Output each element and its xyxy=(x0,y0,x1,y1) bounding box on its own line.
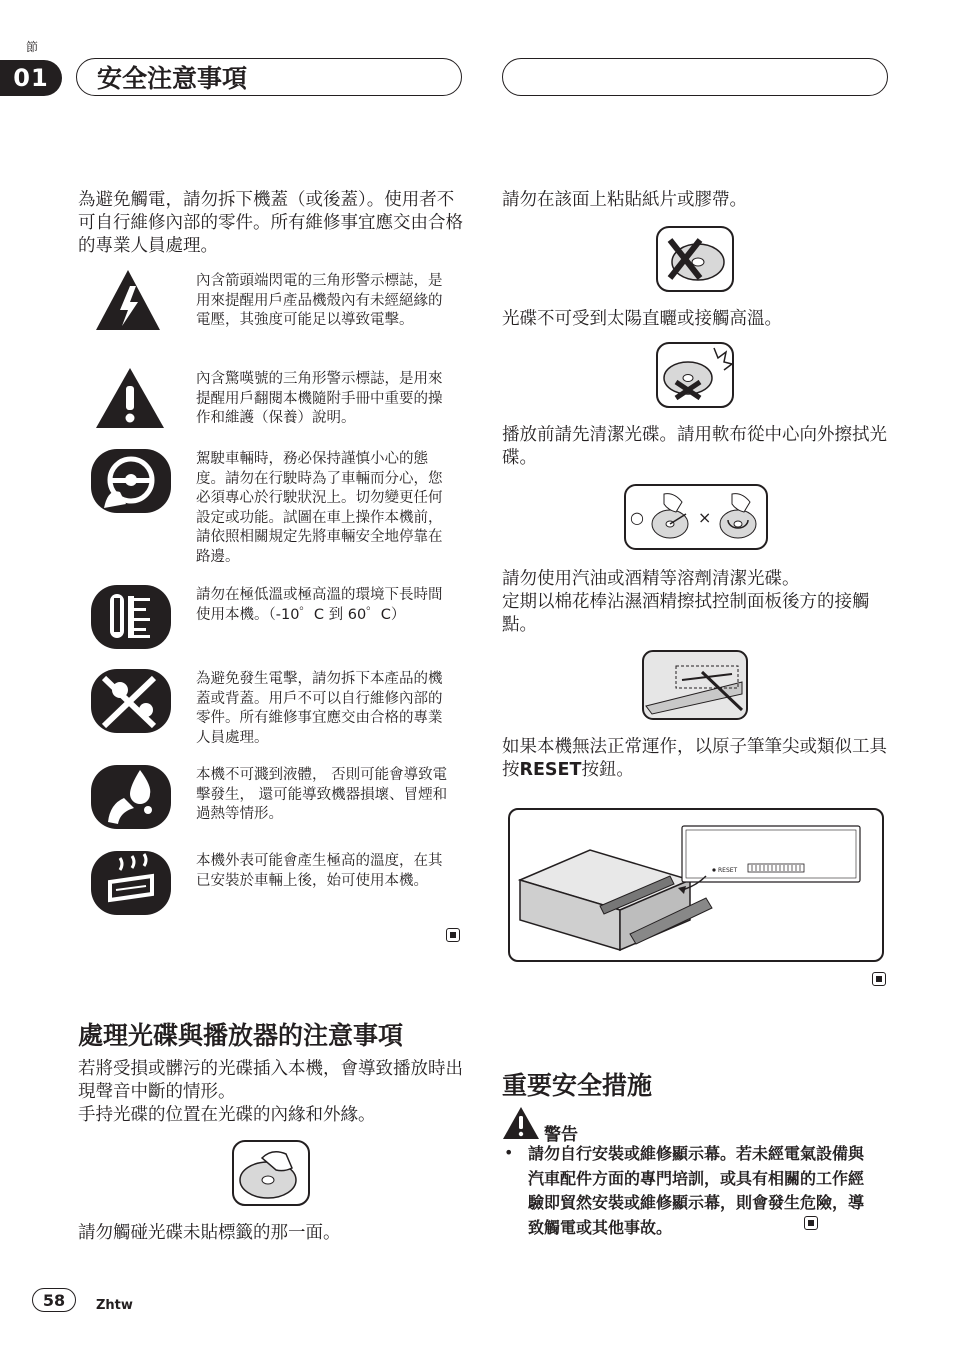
disc-section-heading: 處理光碟與播放器的注意事項 xyxy=(78,1021,404,1050)
lightning-triangle-icon xyxy=(92,268,174,334)
page-number: 58 xyxy=(32,1288,76,1312)
steering-wheel-icon xyxy=(90,448,172,514)
intro-paragraph: 為避免觸電，請勿拆下機蓋（或後蓋）。使用者不可自行維修內部的零件。所有維修事宜應交由合格的專業人員處理。 xyxy=(78,190,463,256)
section-label: 節 xyxy=(26,40,39,54)
clean-correct-mark: ○ xyxy=(630,508,644,527)
hot-surface-icon xyxy=(90,850,172,916)
language-code: Zhtw xyxy=(96,1298,133,1313)
reset-button-label: RESET xyxy=(718,867,738,874)
warning-label: 警告 xyxy=(544,1125,578,1145)
clean-radial-disc-icon xyxy=(650,490,692,546)
disc-para-2: 手持光碟的位置在光碟的內緣和外緣。 xyxy=(78,1105,376,1125)
clean-circular-disc-icon xyxy=(718,490,760,546)
warning-triangle-icon xyxy=(502,1106,540,1144)
disc-holding-icon xyxy=(232,1140,310,1210)
header-empty-pill xyxy=(502,58,888,96)
thermometer-icon xyxy=(90,584,172,650)
warning-text-7: 本機外表可能會產生極高的溫度，在其已安裝於車輛上後，始可使用本機。 xyxy=(196,853,443,889)
warning-text-2: 內含驚嘆號的三角形警示標誌，是用來提醒用戶翻閱本機隨附手冊中重要的操作和維護（保養）說明。 xyxy=(196,371,443,426)
reset-figure xyxy=(508,808,884,962)
warning-text-6: 本機不可濺到液體， 否則可能會導致電擊發生， 還可能導致機器損壞、冒煙和過熱等情形。 xyxy=(196,767,448,822)
exclamation-triangle-icon xyxy=(92,366,174,432)
liquid-drop-icon xyxy=(90,764,172,830)
right-para-1: 請勿在該面上粘貼紙片或膠帶。 xyxy=(502,190,747,210)
end-mark-icon xyxy=(804,1216,818,1230)
no-disassembly-icon xyxy=(90,668,172,734)
warning-text-3: 駕駛車輛時，務必保持謹慎小心的態度。請勿在行駛時為了車輛而分心，您必須專心於行駛狀況上。切勿變更任何設定或功能。試圖在車上操作本機前，請依照相關規定先將車輛安全地停靠在路邊。 xyxy=(196,451,443,565)
safety-heading: 重要安全措施 xyxy=(502,1071,653,1100)
bullet-mark: • xyxy=(504,1143,514,1162)
safety-warning-text: 請勿自行安裝或維修顯示幕。若未經電氣設備與汽車配件方面的專門培訓，或具有相關的工作經驗即貿然安裝或維修顯示幕，則會發生危險，導致觸電或其他事故。 xyxy=(528,1144,865,1237)
right-para-4b: 定期以棉花棒沾濕酒精擦拭控制面板後方的接觸點。 xyxy=(502,592,870,635)
right-para-5-pre: 如果本機無法正常運作，以原子筆筆尖或類似工具按 xyxy=(502,737,887,780)
disc-para-1: 若將受損或髒污的光碟插入本機，會導致播放時出現聲音中斷的情形。 xyxy=(78,1059,463,1102)
right-para-4a: 請勿使用汽油或酒精等溶劑清潔光碟。 xyxy=(502,569,800,589)
end-mark-icon xyxy=(872,972,886,986)
no-sticker-disc-icon xyxy=(656,226,734,296)
contact-cleaning-figure xyxy=(642,650,748,724)
right-para-3: 播放前請先清潔光碟。請用軟布從中心向外擦拭光碟。 xyxy=(502,425,887,468)
disc-para-3: 請勿觸碰光碟未貼標籤的那一面。 xyxy=(78,1223,341,1243)
warning-text-4: 請勿在極低溫或極高溫的環境下長時間使用本機。（-10゜C 到 60゜C） xyxy=(196,587,443,623)
right-para-2: 光碟不可受到太陽直曬或接觸高溫。 xyxy=(502,309,782,329)
reset-keyword: RESET xyxy=(519,760,582,780)
section-number-badge: 01 xyxy=(0,60,62,96)
warning-text-1: 內含箭頭端閃電的三角形警示標誌，是用來提醒用戶產品機殼內有未經絕緣的電壓，其強度可能足以導致電擊。 xyxy=(196,273,443,328)
disc-cleaning-figure xyxy=(624,484,768,550)
no-sunlight-disc-icon xyxy=(656,342,734,412)
page-title xyxy=(76,58,462,96)
warning-text-5: 為避免發生電擊，請勿拆下本產品的機蓋或背蓋。用戶不可以自行維修內部的零件。所有維修事宜應交由合格的專業人員處理。 xyxy=(196,671,443,746)
right-para-5-post: 按鈕。 xyxy=(581,760,634,780)
end-mark-icon xyxy=(446,928,460,942)
page-title-text: 安全注意事項 xyxy=(97,64,248,93)
right-para-5 xyxy=(502,736,892,782)
clean-wrong-mark: × xyxy=(698,508,712,527)
